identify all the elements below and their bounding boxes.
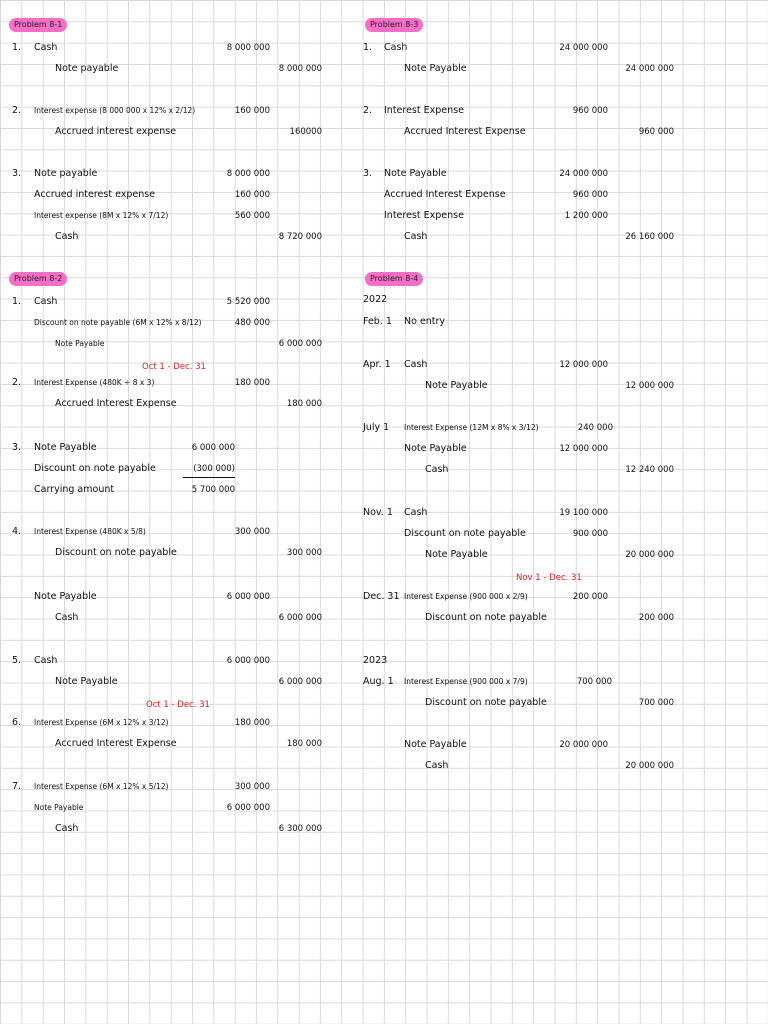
debit-amount: 160 000 bbox=[234, 106, 270, 116]
entry-number: 1. bbox=[363, 42, 373, 53]
account: Interest Expense (480K x 5/8) bbox=[34, 527, 146, 536]
entry-number: 3. bbox=[363, 168, 373, 179]
account: Accrued Interest Expense bbox=[384, 189, 506, 200]
credit-amount: 8 000 000 bbox=[278, 64, 322, 74]
account: Note Payable bbox=[55, 339, 105, 348]
credit-amount: 160000 bbox=[289, 127, 322, 137]
problem-title: Problem 8-2 bbox=[9, 272, 67, 286]
journal-line bbox=[0, 61, 384, 77]
journal-line bbox=[0, 545, 384, 561]
journal-line bbox=[0, 736, 384, 752]
problem-title: Problem 8-3 bbox=[365, 18, 423, 32]
credit-amount: 20 000 000 bbox=[625, 550, 674, 560]
account: Note Payable bbox=[425, 380, 488, 391]
journal-line bbox=[356, 589, 768, 605]
amount: 6 000 000 bbox=[191, 443, 235, 453]
account: Discount on note payable bbox=[404, 528, 526, 539]
debit-amount: 24 000 000 bbox=[559, 43, 608, 53]
problem-title: Problem 8-4 bbox=[365, 272, 423, 286]
journal-line bbox=[0, 208, 384, 224]
journal-line bbox=[356, 674, 768, 690]
account: Interest Expense (12M x 8% x 3/12) bbox=[404, 423, 539, 432]
journal-line bbox=[356, 441, 768, 457]
entry-date: Aug. 1 bbox=[363, 676, 394, 687]
account: Cash bbox=[404, 507, 428, 518]
account: Cash bbox=[404, 359, 428, 370]
debit-amount: 12 000 000 bbox=[559, 360, 608, 370]
journal-line bbox=[356, 357, 768, 373]
account: Discount on note payable bbox=[34, 463, 156, 474]
journal-line bbox=[356, 695, 768, 711]
entry-number: 2. bbox=[363, 105, 373, 116]
journal-line bbox=[0, 524, 384, 540]
account: Cash bbox=[425, 464, 449, 475]
debit-amount: 480 000 bbox=[234, 318, 270, 328]
account: Discount on note payable bbox=[425, 697, 547, 708]
account: Cash bbox=[55, 612, 79, 623]
account: Accrued Interest Expense bbox=[55, 398, 177, 409]
journal-line bbox=[0, 610, 384, 626]
journal-line bbox=[0, 315, 384, 331]
journal-line bbox=[0, 103, 384, 119]
journal-line bbox=[356, 526, 768, 542]
entry-date: Nov. 1 bbox=[363, 507, 393, 518]
credit-amount: 960 000 bbox=[638, 127, 674, 137]
account: Interest Expense bbox=[384, 105, 464, 116]
debit-amount: 8 000 000 bbox=[226, 169, 270, 179]
account: Cash bbox=[55, 231, 79, 242]
journal-line bbox=[356, 547, 768, 563]
debit-amount: 160 000 bbox=[234, 190, 270, 200]
account: Accrued interest expense bbox=[55, 126, 177, 137]
credit-amount: 6 000 000 bbox=[278, 339, 322, 349]
entry-number: 5. bbox=[12, 655, 22, 666]
debit-amount: 200 000 bbox=[572, 592, 608, 602]
journal-line bbox=[356, 166, 768, 182]
journal-line bbox=[0, 229, 384, 245]
journal-line bbox=[0, 800, 384, 816]
account: Note Payable bbox=[404, 63, 467, 74]
debit-amount: 240 000 bbox=[577, 423, 613, 433]
account: Note Payable bbox=[55, 676, 118, 687]
debit-amount: 24 000 000 bbox=[559, 169, 608, 179]
account: Accrued Interest Expense bbox=[55, 738, 177, 749]
entry-number: 2. bbox=[12, 377, 22, 388]
debit-amount: 560 000 bbox=[234, 211, 270, 221]
account: Cash bbox=[34, 42, 58, 53]
journal-line bbox=[356, 737, 768, 753]
entry-date: July 1 bbox=[363, 422, 390, 433]
debit-amount: 700 000 bbox=[576, 677, 612, 687]
credit-amount: 12 000 000 bbox=[625, 381, 674, 391]
account: Cash bbox=[55, 823, 79, 834]
account: No entry bbox=[404, 316, 446, 327]
journal-line bbox=[0, 187, 384, 203]
journal-line bbox=[356, 40, 768, 56]
journal-line bbox=[356, 314, 768, 330]
journal-line bbox=[0, 482, 384, 498]
journal-line bbox=[356, 758, 768, 774]
entry-date: Dec. 31 bbox=[363, 591, 400, 602]
credit-amount: 700 000 bbox=[638, 698, 674, 708]
entry-number: 3. bbox=[12, 168, 22, 179]
account: Note Payable bbox=[384, 168, 447, 179]
journal-line bbox=[0, 396, 384, 412]
debit-amount: 19 100 000 bbox=[559, 508, 608, 518]
account: Accrued interest expense bbox=[34, 189, 156, 200]
amount: (300 000) bbox=[183, 461, 235, 478]
journal-line bbox=[0, 124, 384, 140]
journal-line bbox=[0, 821, 384, 837]
credit-amount: 6 000 000 bbox=[278, 677, 322, 687]
entry-number: 7. bbox=[12, 781, 22, 792]
journal-line bbox=[0, 336, 384, 352]
year-label: 2022 bbox=[363, 294, 388, 305]
account: Discount on note payable bbox=[55, 547, 177, 558]
journal-line bbox=[0, 779, 384, 795]
period-note: Nov 1 - Dec. 31 bbox=[516, 573, 582, 583]
account: Cash bbox=[34, 655, 58, 666]
credit-amount: 180 000 bbox=[286, 399, 322, 409]
entry-number: 1. bbox=[12, 296, 22, 307]
journal-line bbox=[356, 124, 768, 140]
entry-number: 4. bbox=[12, 526, 22, 537]
account: Note Payable bbox=[425, 549, 488, 560]
account: Note payable bbox=[55, 63, 119, 74]
credit-amount: 12 240 000 bbox=[625, 465, 674, 475]
account: Note Payable bbox=[34, 591, 97, 602]
journal-line bbox=[356, 505, 768, 521]
account: Accrued Interest Expense bbox=[404, 126, 526, 137]
credit-amount: 6 300 000 bbox=[278, 824, 322, 834]
credit-amount: 26 160 000 bbox=[625, 232, 674, 242]
entry-date: Feb. 1 bbox=[363, 316, 392, 327]
journal-line bbox=[356, 610, 768, 626]
journal-line bbox=[0, 166, 384, 182]
journal-line bbox=[356, 229, 768, 245]
credit-amount: 180 000 bbox=[286, 739, 322, 749]
debit-amount: 180 000 bbox=[234, 718, 270, 728]
account: Interest Expense (900 000 x 7/9) bbox=[404, 677, 528, 686]
entry-number: 6. bbox=[12, 717, 22, 728]
credit-amount: 200 000 bbox=[638, 613, 674, 623]
account: Interest Expense (900 000 x 2/9) bbox=[404, 592, 528, 601]
account: Note Payable bbox=[404, 739, 467, 750]
account: Cash bbox=[384, 42, 408, 53]
credit-amount: 8 720 000 bbox=[278, 232, 322, 242]
entry-number: 1. bbox=[12, 42, 22, 53]
debit-amount: 960 000 bbox=[572, 190, 608, 200]
debit-amount: 300 000 bbox=[234, 527, 270, 537]
account: Interest Expense (480K ÷ 8 x 3) bbox=[34, 378, 155, 387]
period-note: Oct 1 - Dec. 31 bbox=[142, 362, 206, 372]
credit-amount: 6 000 000 bbox=[278, 613, 322, 623]
debit-amount: 6 000 000 bbox=[226, 592, 270, 602]
debit-amount: 6 000 000 bbox=[226, 803, 270, 813]
journal-line bbox=[0, 440, 384, 456]
account: Note Payable bbox=[34, 442, 97, 453]
account: Interest Expense bbox=[384, 210, 464, 221]
journal-line bbox=[356, 462, 768, 478]
period-note: Oct 1 - Dec. 31 bbox=[146, 700, 210, 710]
entry-number: 2. bbox=[12, 105, 22, 116]
journal-line bbox=[0, 653, 384, 669]
amount: 5 700 000 bbox=[191, 485, 235, 495]
account: Note payable bbox=[34, 168, 98, 179]
entry-number: 3. bbox=[12, 442, 22, 453]
journal-line bbox=[356, 420, 768, 436]
account: Cash bbox=[34, 296, 58, 307]
journal-line bbox=[0, 715, 384, 731]
journal-line bbox=[356, 378, 768, 394]
account: Note Payable bbox=[404, 443, 467, 454]
debit-amount: 180 000 bbox=[234, 378, 270, 388]
account: Interest Expense (6M x 12% x 5/12) bbox=[34, 782, 169, 791]
account: Discount on note payable bbox=[425, 612, 547, 623]
entry-date: Apr. 1 bbox=[363, 359, 391, 370]
journal-line bbox=[356, 208, 768, 224]
right-column bbox=[356, 0, 768, 1024]
problem-title: Problem 8-1 bbox=[9, 18, 67, 32]
debit-amount: 8 000 000 bbox=[226, 43, 270, 53]
journal-line bbox=[356, 61, 768, 77]
journal-line bbox=[0, 40, 384, 56]
credit-amount: 24 000 000 bbox=[625, 64, 674, 74]
journal-line bbox=[0, 294, 384, 310]
journal-line bbox=[0, 589, 384, 605]
journal-line bbox=[0, 461, 384, 477]
account: Interest expense (8 000 000 x 12% x 2/12) bbox=[34, 106, 196, 115]
debit-amount: 300 000 bbox=[234, 782, 270, 792]
credit-amount: 20 000 000 bbox=[625, 761, 674, 771]
debit-amount: 1 200 000 bbox=[564, 211, 608, 221]
credit-amount: 300 000 bbox=[286, 548, 322, 558]
journal-line bbox=[0, 674, 384, 690]
account: Note Payable bbox=[34, 803, 84, 812]
account: Discount on note payable (6M x 12% x 8/12) bbox=[34, 318, 202, 327]
debit-amount: 12 000 000 bbox=[559, 444, 608, 454]
journal-line bbox=[356, 103, 768, 119]
debit-amount: 20 000 000 bbox=[559, 740, 608, 750]
year-label: 2023 bbox=[363, 655, 388, 666]
debit-amount: 960 000 bbox=[572, 106, 608, 116]
debit-amount: 900 000 bbox=[572, 529, 608, 539]
journal-line bbox=[0, 375, 384, 391]
account: Cash bbox=[425, 760, 449, 771]
debit-amount: 6 000 000 bbox=[226, 656, 270, 666]
account: Interest expense (8M x 12% x 7/12) bbox=[34, 211, 169, 220]
debit-amount: 5 520 000 bbox=[226, 297, 270, 307]
account: Interest Expense (6M x 12% x 3/12) bbox=[34, 718, 169, 727]
journal-line bbox=[356, 187, 768, 203]
account: Cash bbox=[404, 231, 428, 242]
account: Carrying amount bbox=[34, 484, 115, 495]
